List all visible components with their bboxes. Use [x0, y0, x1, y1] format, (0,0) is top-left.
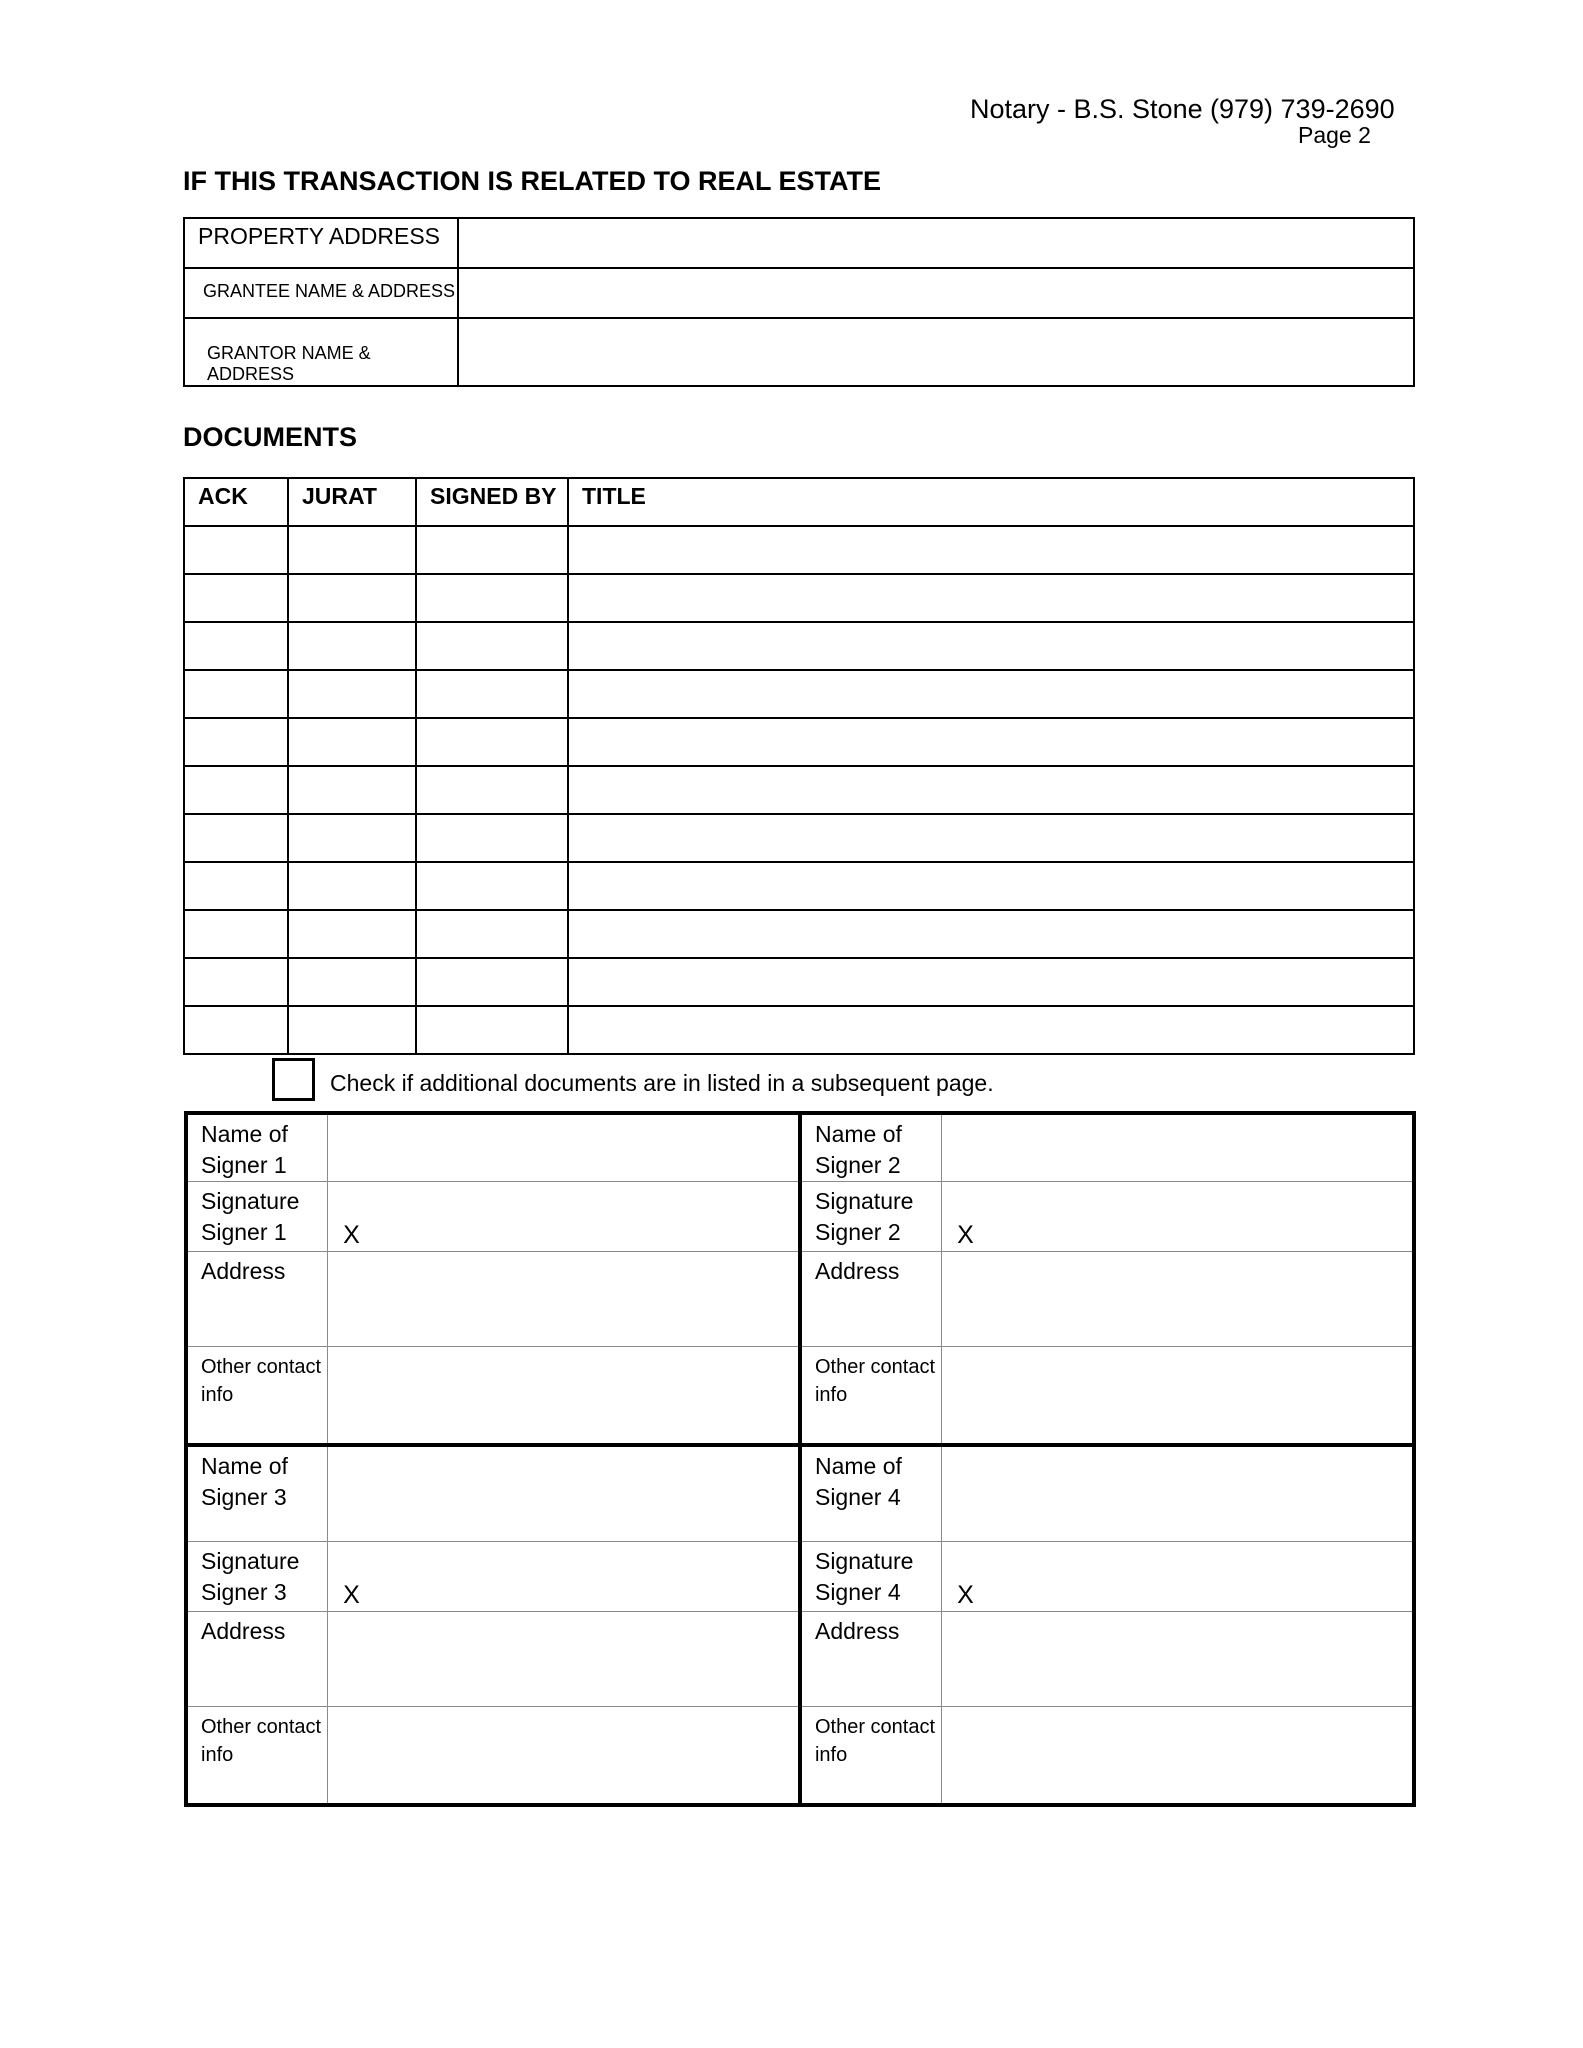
- col-signed-by: SIGNED BY: [416, 478, 568, 526]
- property-address-label: PROPERTY ADDRESS: [198, 223, 441, 249]
- document-signed-by-cell[interactable]: [416, 574, 568, 622]
- document-jurat-cell[interactable]: [288, 622, 416, 670]
- signer-4-address-field[interactable]: [942, 1612, 1414, 1707]
- signer-3-signature-label: Signature Signer 3: [186, 1542, 328, 1612]
- signer-1-signature-label: Signature Signer 1: [186, 1182, 328, 1252]
- document-title-cell[interactable]: [568, 958, 1414, 1006]
- grantee-label-cell: [184, 268, 458, 318]
- documents-body: [184, 526, 1414, 1054]
- grantee-row: [184, 268, 1414, 318]
- document-jurat-cell[interactable]: [288, 718, 416, 766]
- signer-other-row-b: [186, 1707, 1414, 1806]
- signer-3-address-label: Address: [186, 1612, 328, 1707]
- signer-3-signature-field[interactable]: [328, 1542, 800, 1612]
- signer-3-address-field[interactable]: [328, 1612, 800, 1707]
- document-row: [184, 958, 1414, 1006]
- document-ack-cell[interactable]: [184, 910, 288, 958]
- signer-1-name-label: Name of Signer 1: [186, 1113, 328, 1182]
- signer-address-row-b: [186, 1612, 1414, 1707]
- document-ack-cell[interactable]: [184, 862, 288, 910]
- signer-3-name-field[interactable]: [328, 1445, 800, 1542]
- grantee-field[interactable]: [458, 268, 1414, 318]
- document-signed-by-cell[interactable]: [416, 526, 568, 574]
- signer-2-signature-mark: X: [957, 1221, 974, 1249]
- document-title-cell[interactable]: [568, 670, 1414, 718]
- document-title-cell[interactable]: [568, 910, 1414, 958]
- document-row: [184, 766, 1414, 814]
- signer-signature-row-b: [186, 1542, 1414, 1612]
- document-signed-by-cell[interactable]: [416, 814, 568, 862]
- document-row: [184, 670, 1414, 718]
- signer-4-signature-mark: X: [957, 1581, 974, 1609]
- signer-2-signature-field[interactable]: [942, 1182, 1414, 1252]
- signer-4-other-label: Other contact info: [800, 1707, 942, 1806]
- document-ack-cell[interactable]: [184, 670, 288, 718]
- signer-2-name-field[interactable]: [942, 1113, 1414, 1182]
- document-row: [184, 622, 1414, 670]
- signer-2-address-field[interactable]: [942, 1252, 1414, 1347]
- document-jurat-cell[interactable]: [288, 862, 416, 910]
- document-title-cell[interactable]: [568, 574, 1414, 622]
- signer-3-other-label: Other contact info: [186, 1707, 328, 1806]
- property-address-row: [184, 218, 1414, 268]
- document-jurat-cell[interactable]: [288, 958, 416, 1006]
- document-jurat-cell[interactable]: [288, 814, 416, 862]
- signer-1-name-field[interactable]: [328, 1113, 800, 1182]
- document-ack-cell[interactable]: [184, 718, 288, 766]
- grantee-label: GRANTEE NAME & ADDRESS: [203, 281, 456, 301]
- signer-name-row-a: [186, 1113, 1414, 1182]
- document-ack-cell[interactable]: [184, 766, 288, 814]
- document-signed-by-cell[interactable]: [416, 958, 568, 1006]
- signer-other-row-a: [186, 1347, 1414, 1446]
- document-row: [184, 814, 1414, 862]
- document-signed-by-cell[interactable]: [416, 1006, 568, 1054]
- signer-2-address-label: Address: [800, 1252, 942, 1347]
- additional-documents-label: Check if additional documents are in listed in a subsequent page.: [330, 1070, 994, 1096]
- signer-4-name-field[interactable]: [942, 1445, 1414, 1542]
- document-title-cell[interactable]: [568, 766, 1414, 814]
- property-address-label-cell: [184, 218, 458, 268]
- grantor-label: GRANTOR NAME & ADDRESS: [207, 343, 371, 384]
- col-jurat: JURAT: [288, 478, 416, 526]
- document-jurat-cell[interactable]: [288, 526, 416, 574]
- signer-2-other-label: Other contact info: [800, 1347, 942, 1446]
- document-title-cell[interactable]: [568, 814, 1414, 862]
- document-title-cell[interactable]: [568, 622, 1414, 670]
- grantor-field[interactable]: [458, 318, 1414, 386]
- document-row: [184, 526, 1414, 574]
- document-signed-by-cell[interactable]: [416, 862, 568, 910]
- signer-3-name-label: Name of Signer 3: [186, 1445, 328, 1542]
- signer-1-signature-mark: X: [343, 1221, 360, 1249]
- documents-table: [183, 477, 1415, 1055]
- document-signed-by-cell[interactable]: [416, 622, 568, 670]
- document-title-cell[interactable]: [568, 718, 1414, 766]
- signer-1-other-label: Other contact info: [186, 1347, 328, 1446]
- document-ack-cell[interactable]: [184, 622, 288, 670]
- signer-3-other-field[interactable]: [328, 1707, 800, 1806]
- signer-4-signature-label: Signature Signer 4: [800, 1542, 942, 1612]
- col-title: TITLE: [568, 478, 1414, 526]
- signers-table: [184, 1111, 1416, 1807]
- document-ack-cell[interactable]: [184, 814, 288, 862]
- signer-1-signature-field[interactable]: [328, 1182, 800, 1252]
- col-ack: ACK: [184, 478, 288, 526]
- document-row: [184, 718, 1414, 766]
- document-title-cell[interactable]: [568, 1006, 1414, 1054]
- signer-1-address-field[interactable]: [328, 1252, 800, 1347]
- document-signed-by-cell[interactable]: [416, 718, 568, 766]
- real-estate-table: [183, 217, 1415, 387]
- notary-phone: (979) 739-2690: [1210, 94, 1395, 124]
- document-row: [184, 1006, 1414, 1054]
- property-address-field[interactable]: [458, 218, 1414, 268]
- signer-name-row-b: [186, 1445, 1414, 1542]
- documents-header-row: [184, 478, 1414, 526]
- grantor-row: [184, 318, 1414, 386]
- document-row: [184, 862, 1414, 910]
- page-number: Page 2: [1298, 122, 1371, 148]
- signer-2-name-label: Name of Signer 2: [800, 1113, 942, 1182]
- signer-1-address-label: Address: [186, 1252, 328, 1347]
- document-ack-cell[interactable]: [184, 526, 288, 574]
- signer-1-other-field[interactable]: [328, 1347, 800, 1446]
- grantor-label-cell: [184, 318, 458, 386]
- signer-4-name-label: Name of Signer 4: [800, 1445, 942, 1542]
- signer-address-row-a: [186, 1252, 1414, 1347]
- document-row: [184, 574, 1414, 622]
- document-jurat-cell[interactable]: [288, 766, 416, 814]
- document-signed-by-cell[interactable]: [416, 670, 568, 718]
- signer-3-signature-mark: X: [343, 1581, 360, 1609]
- signer-2-other-field[interactable]: [942, 1347, 1414, 1446]
- document-jurat-cell[interactable]: [288, 670, 416, 718]
- document-row: [184, 910, 1414, 958]
- signer-signature-row-a: [186, 1182, 1414, 1252]
- document-ack-cell[interactable]: [184, 574, 288, 622]
- document-ack-cell[interactable]: [184, 958, 288, 1006]
- document-ack-cell[interactable]: [184, 1006, 288, 1054]
- document-jurat-cell[interactable]: [288, 910, 416, 958]
- document-signed-by-cell[interactable]: [416, 766, 568, 814]
- document-jurat-cell[interactable]: [288, 574, 416, 622]
- signer-4-other-field[interactable]: [942, 1707, 1414, 1806]
- documents-title: DOCUMENTS: [183, 422, 357, 452]
- document-signed-by-cell[interactable]: [416, 910, 568, 958]
- real-estate-title: IF THIS TRANSACTION IS RELATED TO REAL ESTATE: [183, 166, 882, 196]
- signer-2-signature-label: Signature Signer 2: [800, 1182, 942, 1252]
- notary-name: Notary - B.S. Stone: [970, 94, 1203, 124]
- document-title-cell[interactable]: [568, 526, 1414, 574]
- signer-4-address-label: Address: [800, 1612, 942, 1707]
- signer-4-signature-field[interactable]: [942, 1542, 1414, 1612]
- additional-documents-checkbox[interactable]: [272, 1058, 315, 1101]
- document-title-cell[interactable]: [568, 862, 1414, 910]
- document-jurat-cell[interactable]: [288, 1006, 416, 1054]
